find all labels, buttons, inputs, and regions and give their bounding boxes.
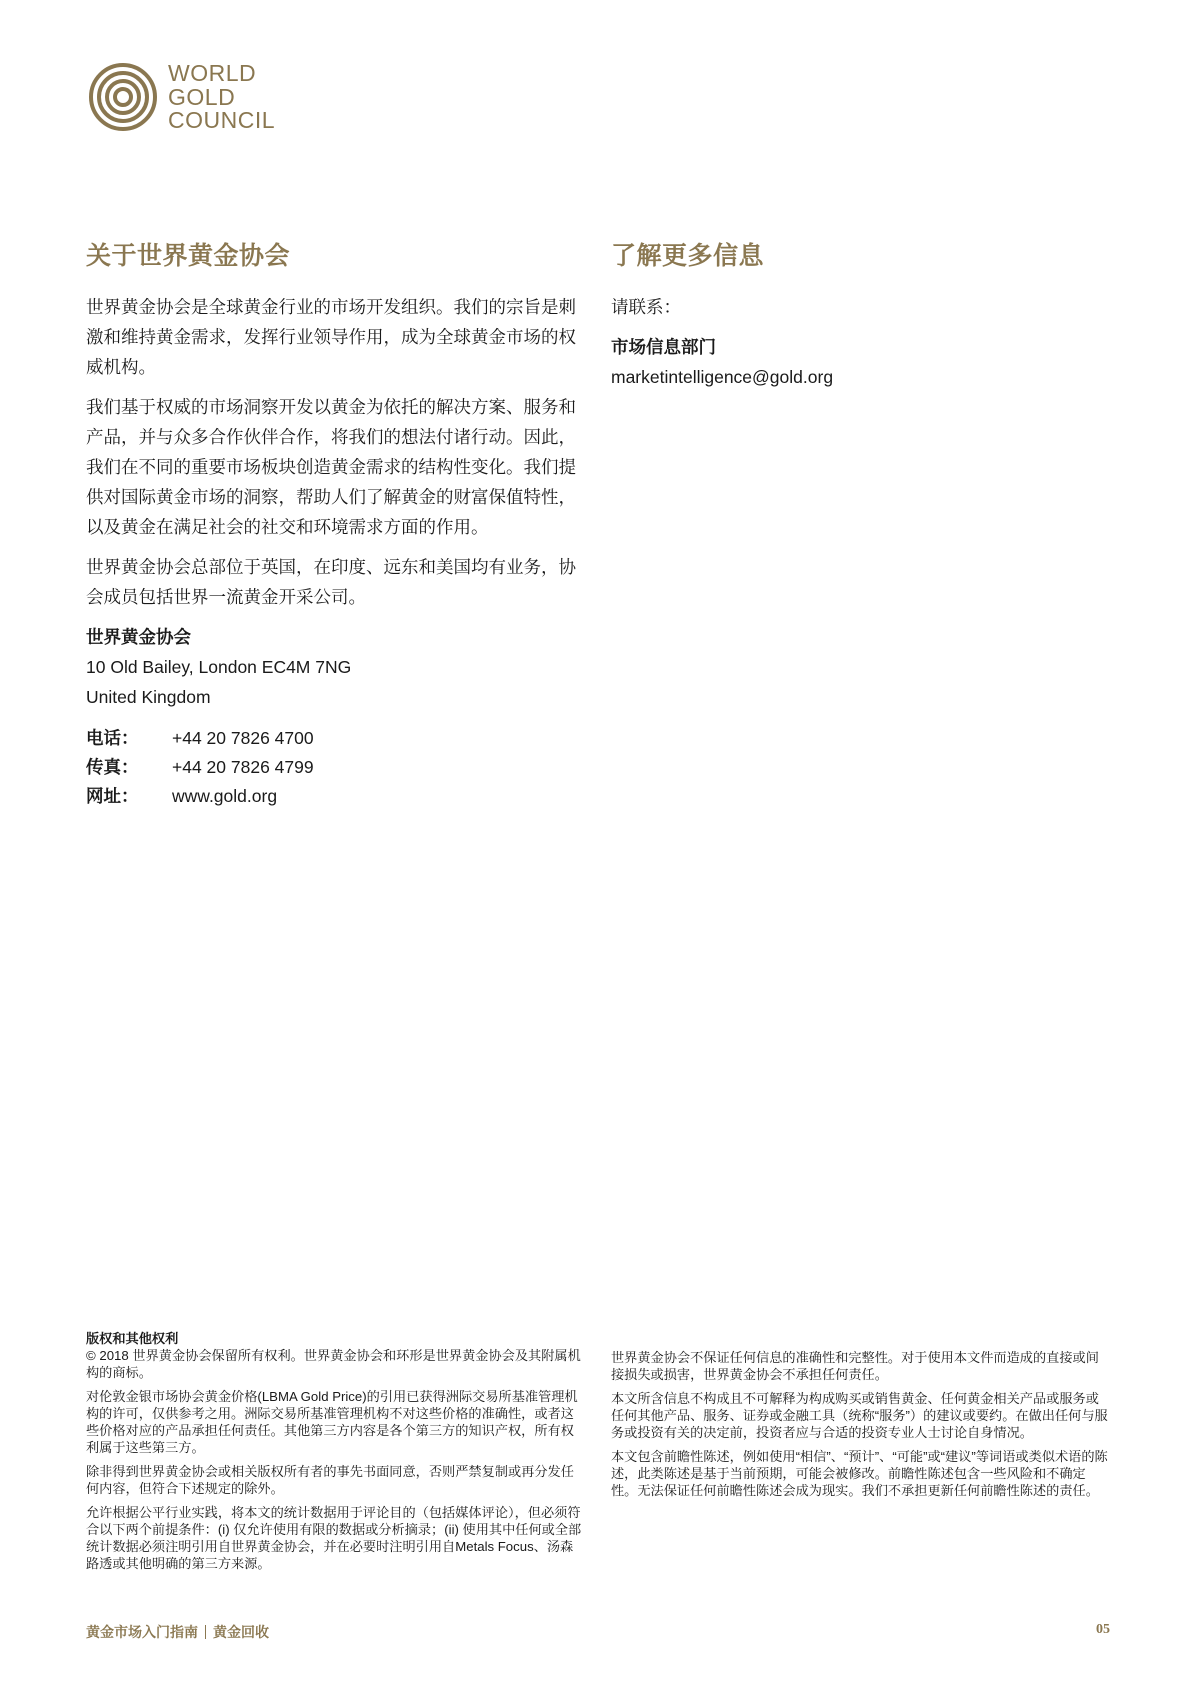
contact-prompt: 请联系：: [611, 297, 681, 317]
about-paragraph: 世界黄金协会是全球黄金行业的市场开发组织。我们的宗旨是刺激和维持黄金需求，发挥行业领导作用，成为全球黄金市场的权威机构。: [86, 297, 576, 377]
about-paragraph: 我们基于权威的市场洞察开发以黄金为依托的解决方案、服务和产品，并与众多合作伙伴合作，将我们的想法付诸行动。因此，我们在不同的重要市场板块创造黄金需求的结构性变化。我们提供对国际黄金市场的洞察，帮助人们了解黄金的财富保值特性，以及黄金在满足社会的社交和环境需求方面的作用。: [86, 397, 576, 537]
address-line: 10 Old Bailey, London EC4M 7NG: [86, 657, 352, 677]
legal-paragraph: © 2018 世界黄金协会保留所有权利。世界黄金协会和环形是世界黄金协会及其附属机构的商标。: [86, 1348, 581, 1380]
disclaimer-paragraph: 世界黄金协会不保证任何信息的准确性和完整性。对于使用本文件而造成的直接或间接损失或损害，世界黄金协会不承担任何责任。: [611, 1350, 1099, 1382]
website-link[interactable]: www.gold.org: [172, 786, 278, 806]
department-name: 市场信息部门: [611, 337, 716, 357]
about-paragraph: 世界黄金协会总部位于英国，在印度、远东和美国均有业务，协会成员包括世界一流黄金开采公司。: [86, 557, 576, 607]
footer-title: [86, 1622, 269, 1642]
address-country: United Kingdom: [86, 687, 211, 707]
legal-left-section: [86, 1330, 584, 1579]
logo-line-gold: GOLD: [168, 83, 236, 110]
legal-heading: 版权和其他权利: [86, 1331, 179, 1346]
contact-row-phone: [86, 724, 584, 753]
more-info-heading: 了解更多信息: [611, 242, 765, 270]
world-gold-council-logo: [88, 62, 288, 138]
concentric-rings-icon: [88, 62, 158, 132]
footer-chapter-title: 黄金回收: [213, 1624, 269, 1640]
contact-row-website: [86, 782, 584, 811]
website-label: 网址：: [86, 786, 139, 806]
logo-line-world: WORLD: [168, 60, 257, 86]
disclaimer-paragraph: 本文所含信息不构成且不可解释为构成购买或销售黄金、任何黄金相关产品或服务或任何其他产品、服务、证券或金融工具（统称“服务”）的建议或要约。在做出任何与服务或投资有关的决定前，投资者应与合适的投资专业人士讨论自身情况。: [611, 1391, 1108, 1440]
contact-row-fax: [86, 753, 584, 782]
logo-line-council: COUNCIL: [168, 107, 276, 133]
phone-label: 电话：: [86, 728, 139, 748]
fax-label: 传真：: [86, 757, 139, 777]
more-info-section: [611, 292, 1081, 392]
legal-right-section: [611, 1349, 1111, 1506]
about-section: [86, 292, 584, 811]
about-heading: 关于世界黄金协会: [86, 242, 291, 270]
fax-value: +44 20 7826 4799: [172, 757, 314, 777]
phone-value: +44 20 7826 4700: [172, 728, 314, 748]
legal-paragraph: 允许根据公平行业实践，将本文的统计数据用于评论目的（包括媒体评论），但必须符合以下两个前提条件：(i) 仅允许使用有限的数据或分析摘录；(ii) 使用其中任何或全部统计数据必须注明引用自世界黄金协会，并在必要时注明引用自Metals Focus、汤森路透或其他明确的第三方来源。: [86, 1505, 582, 1571]
email-link[interactable]: marketintelligence@gold.org: [611, 367, 834, 387]
footer-guide-title: 黄金市场入门指南: [86, 1624, 198, 1640]
page-number: 05: [1096, 1622, 1110, 1637]
logo-wordmark: [168, 62, 275, 133]
disclaimer-paragraph: 本文包含前瞻性陈述，例如使用“相信”、“预计”、“可能”或“建议”等词语或类似术语的陈述，此类陈述是基于当前预期，可能会被修改。前瞻性陈述包含一些风险和不确定性。无法保证任何前瞻性陈述会成为现实。我们不承担更新任何前瞻性陈述的责任。: [611, 1449, 1108, 1498]
legal-paragraph: 除非得到世界黄金协会或相关版权所有者的事先书面同意，否则严禁复制或再分发任何内容，但符合下述规定的除外。: [86, 1464, 574, 1496]
org-name: 世界黄金协会: [86, 627, 191, 647]
legal-paragraph: 对伦敦金银市场协会黄金价格(LBMA Gold Price)的引用已获得洲际交易所基准管理机构的许可，仅供参考之用。洲际交易所基准管理机构不对这些价格的准确性，或者这些价格对应的产品承担任何责任。其他第三方内容是各个第三方的知识产权，所有权利属于这些第三方。: [86, 1389, 578, 1455]
footer-divider: [205, 1625, 206, 1639]
